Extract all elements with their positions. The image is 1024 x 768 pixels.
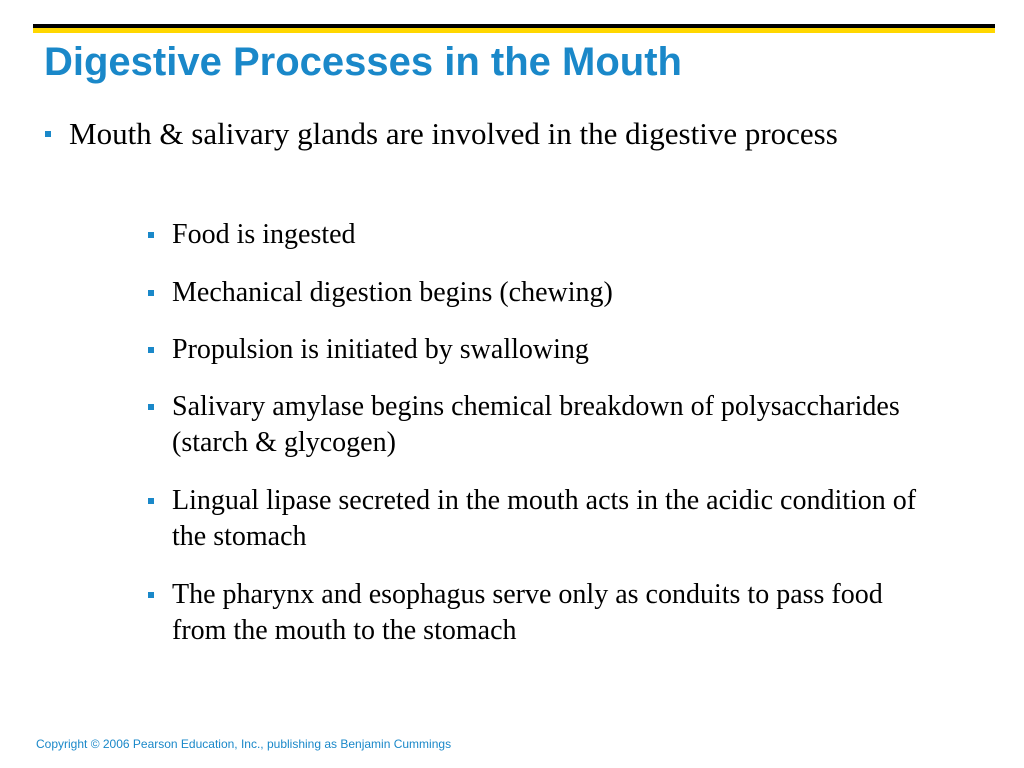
- sub-bullet-text: Propulsion is initiated by swallowing: [172, 334, 589, 365]
- slide-title: Digestive Processes in the Mouth: [44, 40, 682, 84]
- square-bullet-icon: [148, 290, 154, 296]
- sub-bullet: [145, 217, 925, 253]
- square-bullet-icon: [148, 232, 154, 238]
- title-rule-accent: [33, 28, 995, 33]
- main-bullet-text: Mouth & salivary glands are involved in the digestive process: [69, 116, 838, 151]
- square-bullet-icon: [148, 498, 154, 504]
- sub-bullet-text: Food is ingested: [172, 219, 356, 250]
- square-bullet-icon: [148, 347, 154, 353]
- sub-bullet-text: Mechanical digestion begins (chewing): [172, 277, 613, 308]
- sub-bullet: [145, 275, 925, 311]
- sub-bullet-text: Lingual lipase secreted in the mouth acts in the acidic condition of the stomach: [172, 485, 917, 552]
- sub-bullet-text: Salivary amylase begins chemical breakdown of polysaccharides (starch & glycogen): [172, 391, 900, 458]
- square-bullet-icon: [45, 131, 51, 137]
- sub-bullet: [145, 577, 925, 649]
- sub-bullet: [145, 483, 925, 555]
- sub-bullet: [145, 389, 925, 461]
- copyright-footer: Copyright © 2006 Pearson Education, Inc., publishing as Benjamin Cummings: [36, 737, 452, 751]
- sub-bullet: [145, 332, 925, 368]
- square-bullet-icon: [148, 404, 154, 410]
- square-bullet-icon: [148, 592, 154, 598]
- sub-bullet-text: The pharynx and esophagus serve only as conduits to pass food from the mouth to the stomach: [172, 579, 883, 646]
- main-bullet: [42, 115, 902, 153]
